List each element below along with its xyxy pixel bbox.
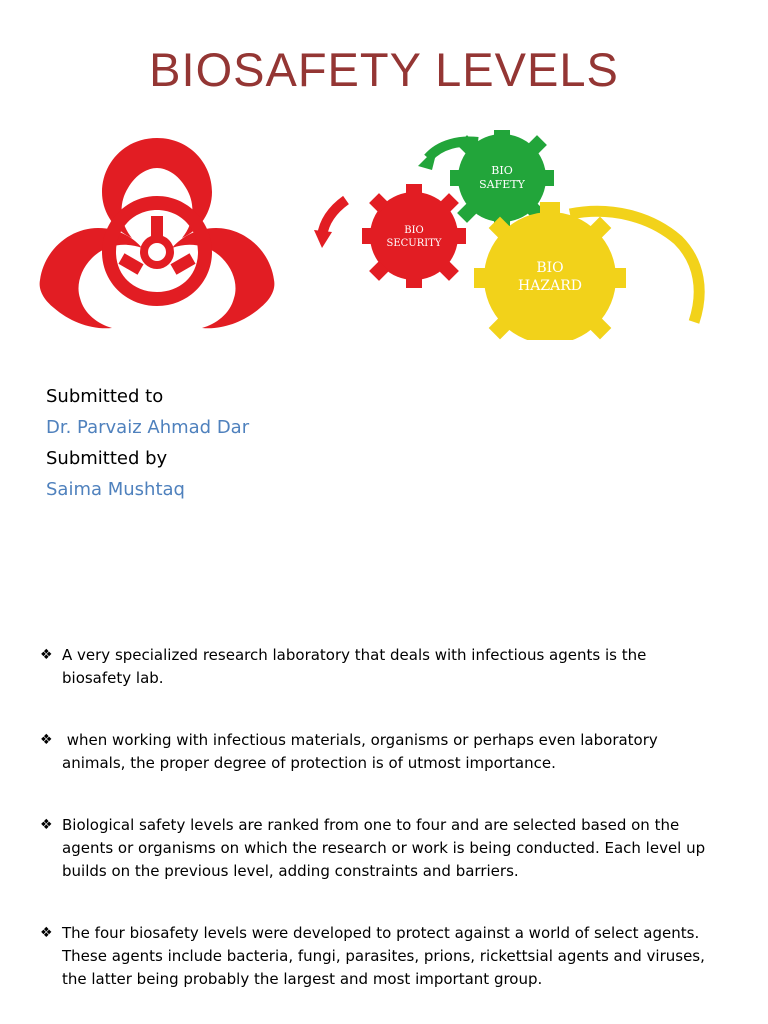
bullet-item [40, 814, 740, 883]
diamond-bullet-icon: ❖ [40, 647, 53, 663]
bio-hazard-gear [474, 202, 626, 340]
bullet-line: agents or organisms on which the research or work is being conducted. Each level up [62, 839, 706, 857]
bullet-line: The four biosafety levels were developed to protect against a world of select agents. [62, 924, 700, 942]
page-title: BIOSAFETY LEVELS [149, 43, 619, 96]
gear-safety-line2: SAFETY [479, 178, 525, 191]
gear-hazard-line1: BIO [536, 260, 564, 276]
gear-security-line1: BIO [404, 225, 424, 236]
bullet-line: when working with infectious materials, organisms or perhaps even laboratory [62, 731, 658, 749]
bullet-line: biosafety lab. [62, 669, 164, 687]
diamond-bullet-icon: ❖ [40, 732, 53, 748]
bullet-line: Biological safety levels are ranked from one to four and are selected based on the [62, 816, 680, 834]
bullet-item [40, 644, 740, 690]
bullet-item [40, 922, 740, 991]
bullet-line: These agents include bacteria, fungi, parasites, prions, rickettsial agents and viruses, [62, 947, 705, 965]
bio-security-gear [362, 184, 466, 288]
bullet-list [40, 644, 740, 1024]
gear-hazard-line2: HAZARD [518, 278, 582, 294]
submission-block [46, 381, 249, 505]
bio-gears-icon [310, 130, 710, 340]
submitted-by-label: Submitted by [46, 448, 168, 469]
submitted-by-name: Saima Mushtaq [46, 479, 185, 500]
submitted-to-label: Submitted to [46, 386, 164, 407]
submitted-to-name: Dr. Parvaiz Ahmad Dar [46, 417, 250, 438]
bullet-line: the latter being probably the largest and most important group. [62, 970, 543, 988]
biohazard-symbol-icon [36, 130, 278, 342]
bullet-line: A very specialized research laboratory that deals with infectious agents is the [62, 646, 647, 664]
gear-safety-line1: BIO [491, 164, 513, 177]
bullet-line: builds on the previous level, adding constraints and barriers. [62, 862, 519, 880]
bullet-line: animals, the proper degree of protection is of utmost importance. [62, 754, 556, 772]
diamond-bullet-icon: ❖ [40, 817, 53, 833]
diamond-bullet-icon: ❖ [40, 925, 53, 941]
gear-security-line2: SECURITY [386, 238, 442, 249]
bullet-item [40, 729, 740, 775]
